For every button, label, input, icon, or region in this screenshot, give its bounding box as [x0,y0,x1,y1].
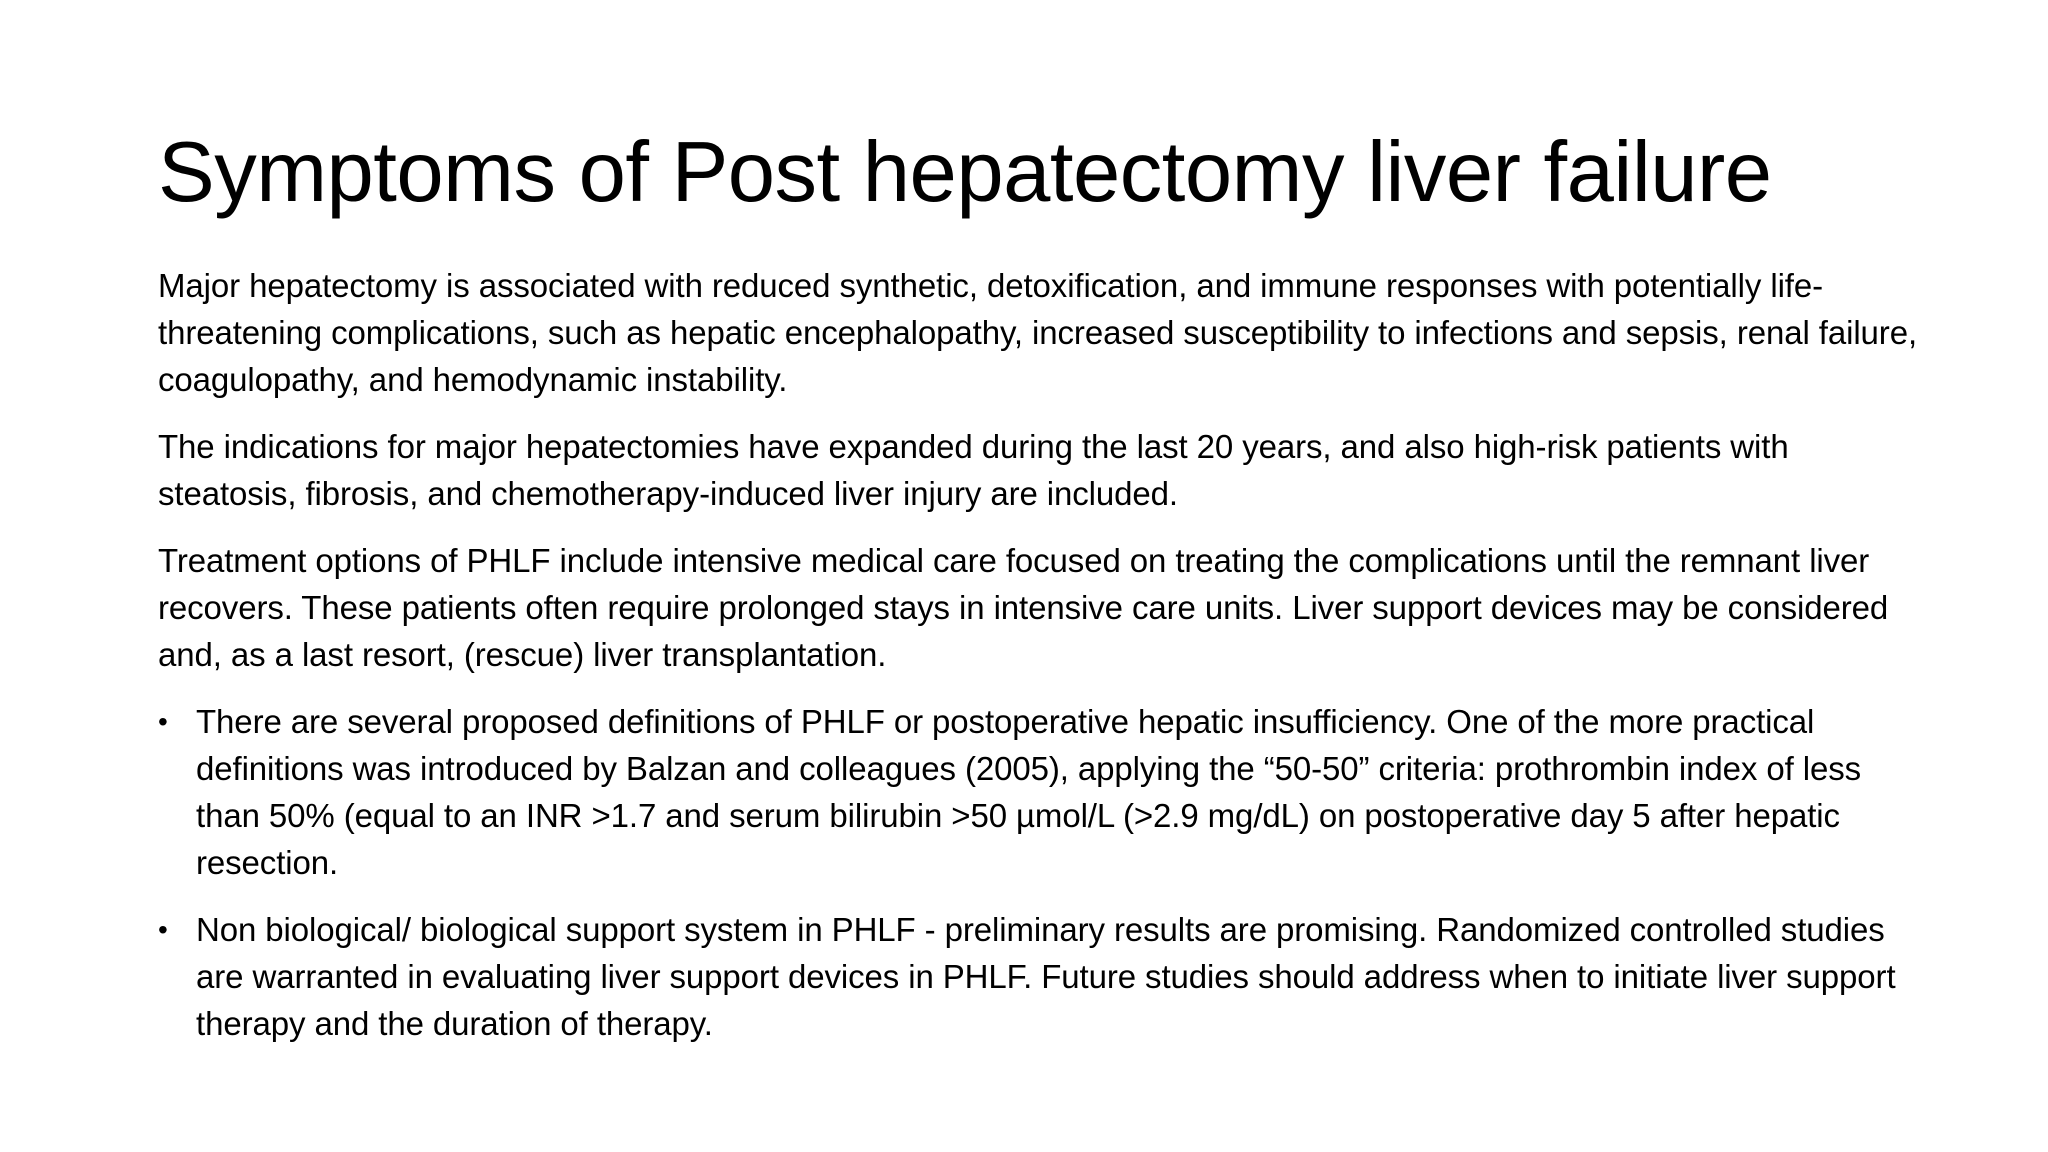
bullet-item-support-systems [158,906,1918,1047]
slide-title: Symptoms of Post hepatectomy liver failure [158,125,1772,220]
bullet-dot-icon: • [158,706,168,737]
paragraph-hepatectomy-complications: Major hepatectomy is associated with reduced synthetic, detoxification, and immune responses with potentially life-threatening complications, such as hepatic encephalopathy, increased susceptibility to infections and sepsis, renal failure, coagulopathy, and hemodynamic instability. [158,267,1918,398]
bullet-list [158,698,1918,1047]
bullet-item-phlf-definitions [158,698,1918,886]
paragraph-indications: The indications for major hepatectomies have expanded during the last 20 years, and also high-risk patients with steatosis, fibrosis, and chemotherapy-induced liver injury are included. [158,428,1789,512]
bullet-text: There are several proposed definitions of PHLF or postoperative hepatic insufficiency. One of the more practical definitions was introduced by Balzan and colleagues (2005), applying the “50-50” criteria: prothrombin index of less than 50% (equal to an INR >1.7 and serum bilirubin >50 µmol/L (>2.9 mg/dL) on postoperative day 5 after hepatic resection. [196,703,1862,881]
bullet-text: Non biological/ biological support system in PHLF - preliminary results are promising. Randomized controlled studies are warranted in evaluating liver support devices in PHLF. Future studies should address when to initiate liver support therapy and the duration of therapy. [196,911,1896,1042]
slide-body [158,262,1918,1067]
bullet-dot-icon: • [158,914,168,945]
paragraph-treatment-options: Treatment options of PHLF include intensive medical care focused on treating the complications until the remnant liver recovers. These patients often require prolonged stays in intensive care units. Liver support devices may be considered and, as a last resort, (rescue) liver transplantation. [158,542,1889,673]
